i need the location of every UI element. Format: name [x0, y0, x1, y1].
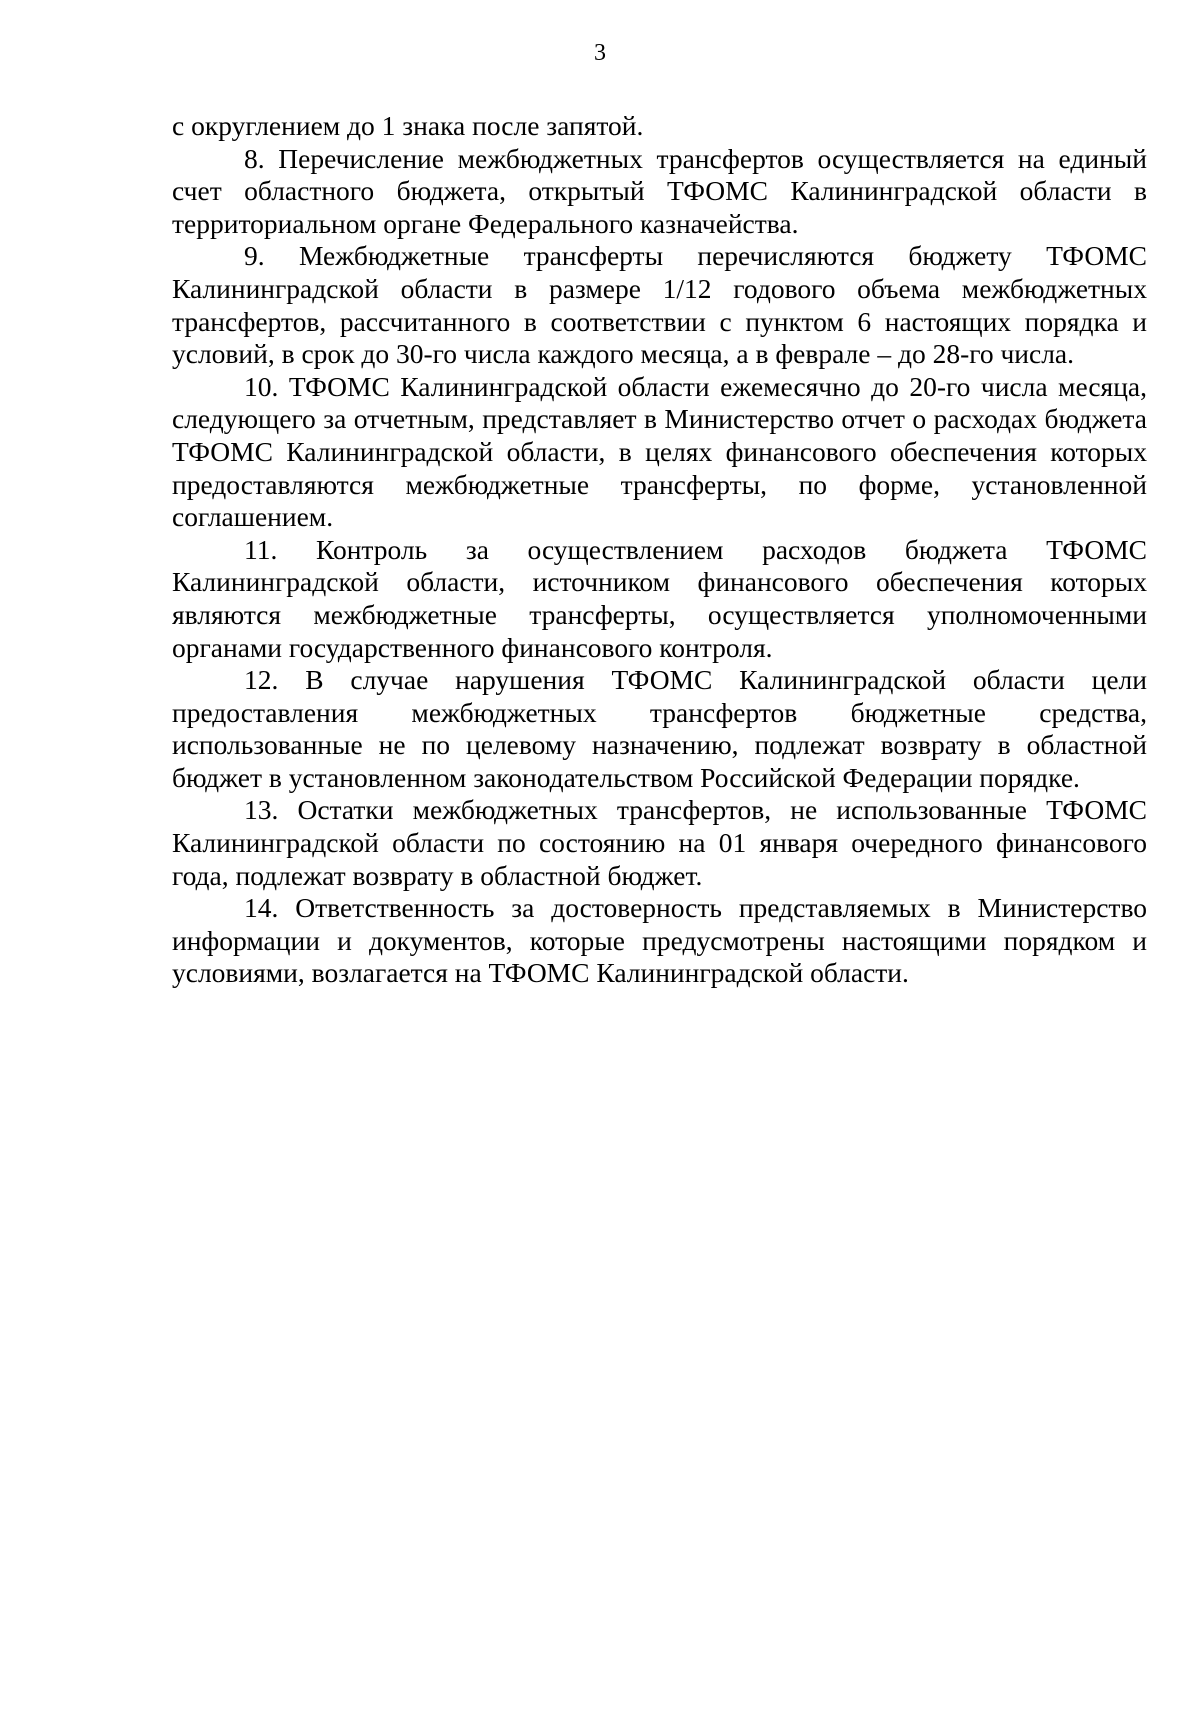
paragraph-continuation: с округлением до 1 знака после запятой. [172, 110, 644, 141]
paragraph-14: 14. Ответственность за достоверность представляемых в Министерство информации и документов, которые предусмотрены настоящими порядком и условиями, возлагается на ТФОМС Калининградской области. [172, 892, 1147, 989]
paragraph-10: 10. ТФОМС Калининградской области ежемесячно до 20-го числа месяца, следующего за отчетным, представляет в Министерство отчет о расходах бюджета ТФОМС Калининградской области, в целях финансового обеспечения которых предоставляются межбюджетные трансферты, по форме, установленной соглашением. [172, 370, 1147, 533]
paragraph-9: 9. Межбюджетные трансферты перечисляются бюджету ТФОМС Калининградской области в размере 1/12 годового объема межбюджетных трансфертов, рассчитанного в соответствии с пунктом 6 настоящих порядка и условий, в срок до 30-го числа каждого месяца, а в феврале – до 28-го числа. [172, 240, 1147, 370]
paragraph-11: 11. Контроль за осуществлением расходов бюджета ТФОМС Калининградской области, источником финансового обеспечения которых являются межбюджетные трансферты, осуществляется уполномоченными органами государственного финансового контроля. [172, 533, 1147, 663]
page-number: 3 [594, 40, 606, 66]
paragraph-8: 8. Перечисление межбюджетных трансфертов осуществляется на единый счет областного бюджета, открытый ТФОМС Калининградской области в территориальном органе Федерального казначейства. [172, 142, 1147, 239]
paragraph-12: 12. В случае нарушения ТФОМС Калининградской области цели предоставления межбюджетных трансфертов бюджетные средства, использованные не по целевому назначению, подлежат возврату в областной бюджет в установленном законодательством Российской Федерации порядке. [172, 664, 1147, 793]
paragraph-13: 13. Остатки межбюджетных трансфертов, не использованные ТФОМС Калининградской области по состоянию на 01 января очередного финансового года, подлежат возврату в областной бюджет. [172, 794, 1147, 891]
document-body [172, 110, 1147, 990]
